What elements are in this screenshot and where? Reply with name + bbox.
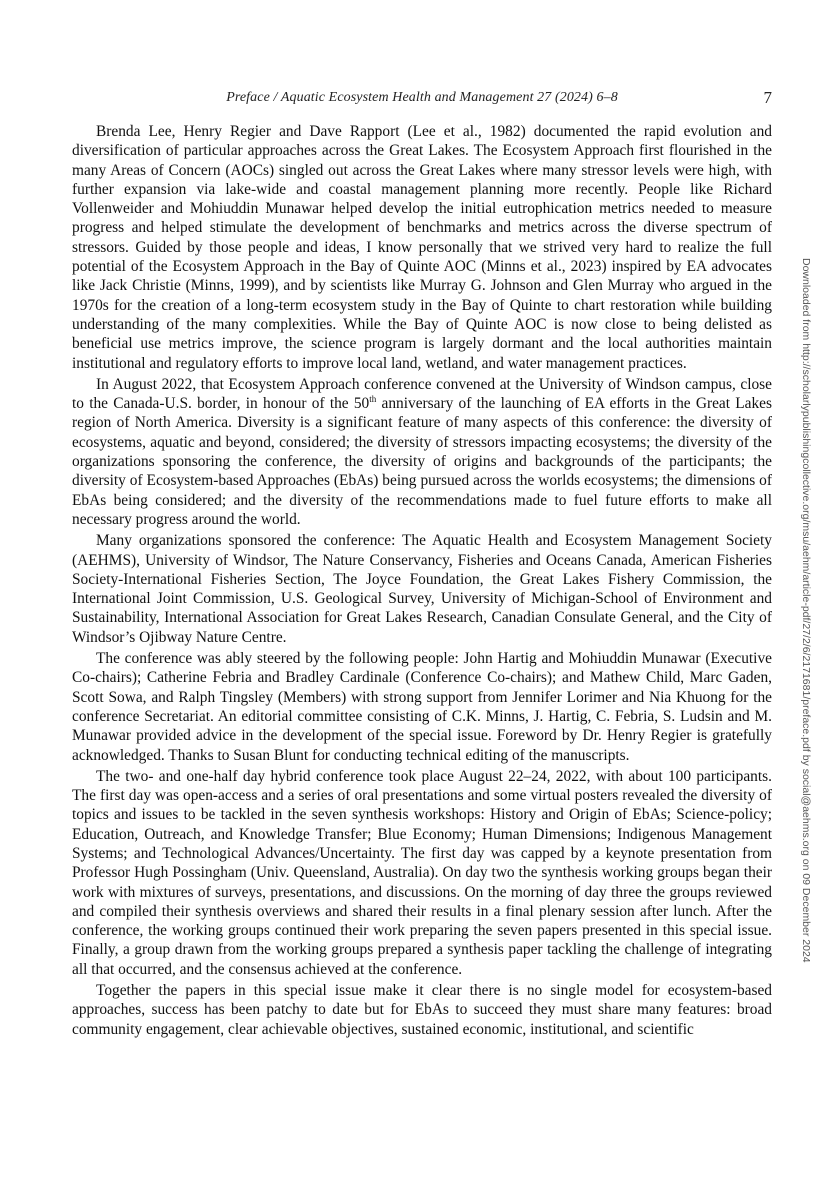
paragraph-4: The conference was ably steered by the following people: John Hartig and Mohiuddin Munawar (Executive Co-chairs); Catherine Febria and Bradley Cardinale (Conference Co-chairs); and Mathew Child, Marc Gaden, Scott Sowa, and Ralph Tingsley (Members) with strong support from Jennifer Lorimer and Nia Khuong for the conference Secretariat. An editorial committee consisting of C.K. Minns, J. Hartig, C. Febria, S. Ludsin and M. Munawar provided advice in the development of the special issue. Foreword by Dr. Henry Regier is gratefully acknowledged. Thanks to Susan Blunt for conducting technical editing of the manuscripts. [72,650,772,764]
ordinal-superscript: th [369,394,377,405]
paragraph-5: The two- and one-half day hybrid conference took place August 22–24, 2022, with about 100 participants. The first day was open-access and a series of oral presentations and some virtual posters revealed the diversity of topics and issues to be tackled in the seven synthesis workshops: History and Origin of EbAs; Science-policy; Education, Outreach, and Knowledge Transfer; Blue Economy; Human Dimensions; Indigenous Management Systems; and Technological Advances/Uncertainty. The first day was capped by a keynote presentation from Professor Hugh Possingham (Univ. Queensland, Australia). On day two the synthesis working groups began their work with mixtures of surveys, presentations, and discussions. On the morning of day three the groups reviewed and compiled their synthesis overviews and shared their results in a final plenary session after lunch. After the conference, the working groups continued their work preparing the seven papers presented in this special issue. Finally, a group drawn from the working groups prepared a synthesis paper tackling the challenge of integrating all that occurred, and the consensus achieved at the conference. [72,767,772,978]
paragraph-3: Many organizations sponsored the conference: The Aquatic Health and Ecosystem Management Society (AEHMS), University of Windsor, The Nature Conservancy, Fisheries and Oceans Canada, American Fisheries Society-International Fisheries Section, The Joyce Foundation, the Great Lakes Fishery Commission, the International Joint Commission, U.S. Geological Survey, University of Michigan-School of Environment and Sustainability, International Association for Great Lakes Research, Canadian Consulate General, and the City of Windsor’s Ojibway Nature Centre. [72,532,772,646]
paragraph-2-start: In August 2022, that Ecosystem Approach conference convened at the University of Windson campus, close to the Canada-U.S. border, in honour of the 50 [72,375,772,413]
page-number: 7 [763,88,772,107]
paragraph-2 [72,375,772,529]
running-header: Preface / Aquatic Ecosystem Health and Management 27 (2024) 6–8 [226,90,618,105]
paragraph-2-end: anniversary of the launching of EA efforts in the Great Lakes region of North America. Diversity is a significant feature of many aspects of this conference: the diversity of ecosystems, aquatic and beyond, considered; the diversity of stressors impacting ecosystems; the diversity of the organizations sponsoring the conference, the diversity of origins and backgrounds of the participants; the diversity of Ecosystem-based Approaches (EbAs) being pursued across the worlds ecosystems; the dimensions of EbAs being considered; and the diversity of the recommendations made to fuel future efforts to make all necessary progress around the world. [72,395,772,528]
article-body [72,122,772,1041]
download-watermark: Downloaded from http://scholarlypublishingcollective.org/msu/aehm/article-pdf/27/2/6/2171681/preface.pdf by social@aehms.org on 09 December 2024 [800,258,812,963]
paragraph-6: Together the papers in this special issue make it clear there is no single model for ecosystem-based approaches, success has been patchy to date but for EbAs to succeed they must share many features: broad community engagement, clear achievable objectives, sustained economic, institutional, and scientific [72,982,772,1038]
paragraph-1: Brenda Lee, Henry Regier and Dave Rapport (Lee et al., 1982) documented the rapid evolution and diversification of particular approaches across the Great Lakes. The Ecosystem Approach first flourished in the many Areas of Concern (AOCs) singled out across the Great Lakes where many stressor levels were high, with further expansion via lake-wide and coastal management planning more recently. People like Richard Vollenweider and Mohiuddin Munawar helped develop the initial eutrophication metrics needed to measure progress and helped stimulate the development of benchmarks and metrics across the diverse spectrum of stressors. Guided by those people and ideas, I know personally that we strived very hard to realize the full potential of the Ecosystem Approach in the Bay of Quinte AOC (Minns et al., 2023) inspired by EA advocates like Jack Christie (Minns, 1999), and by scientists like Murray G. Johnson and Glen Murray who argued in the 1970s for the creation of a long-term ecosystem study in the Bay of Quinte to chart restoration while building understanding of the many complexities. While the Bay of Quinte AOC is now close to being delisted as beneficial use metrics improve, the science program is largely dormant and the local authorities maintain institutional and regulatory efforts to improve local land, wetland, and water management practices. [72,123,772,372]
